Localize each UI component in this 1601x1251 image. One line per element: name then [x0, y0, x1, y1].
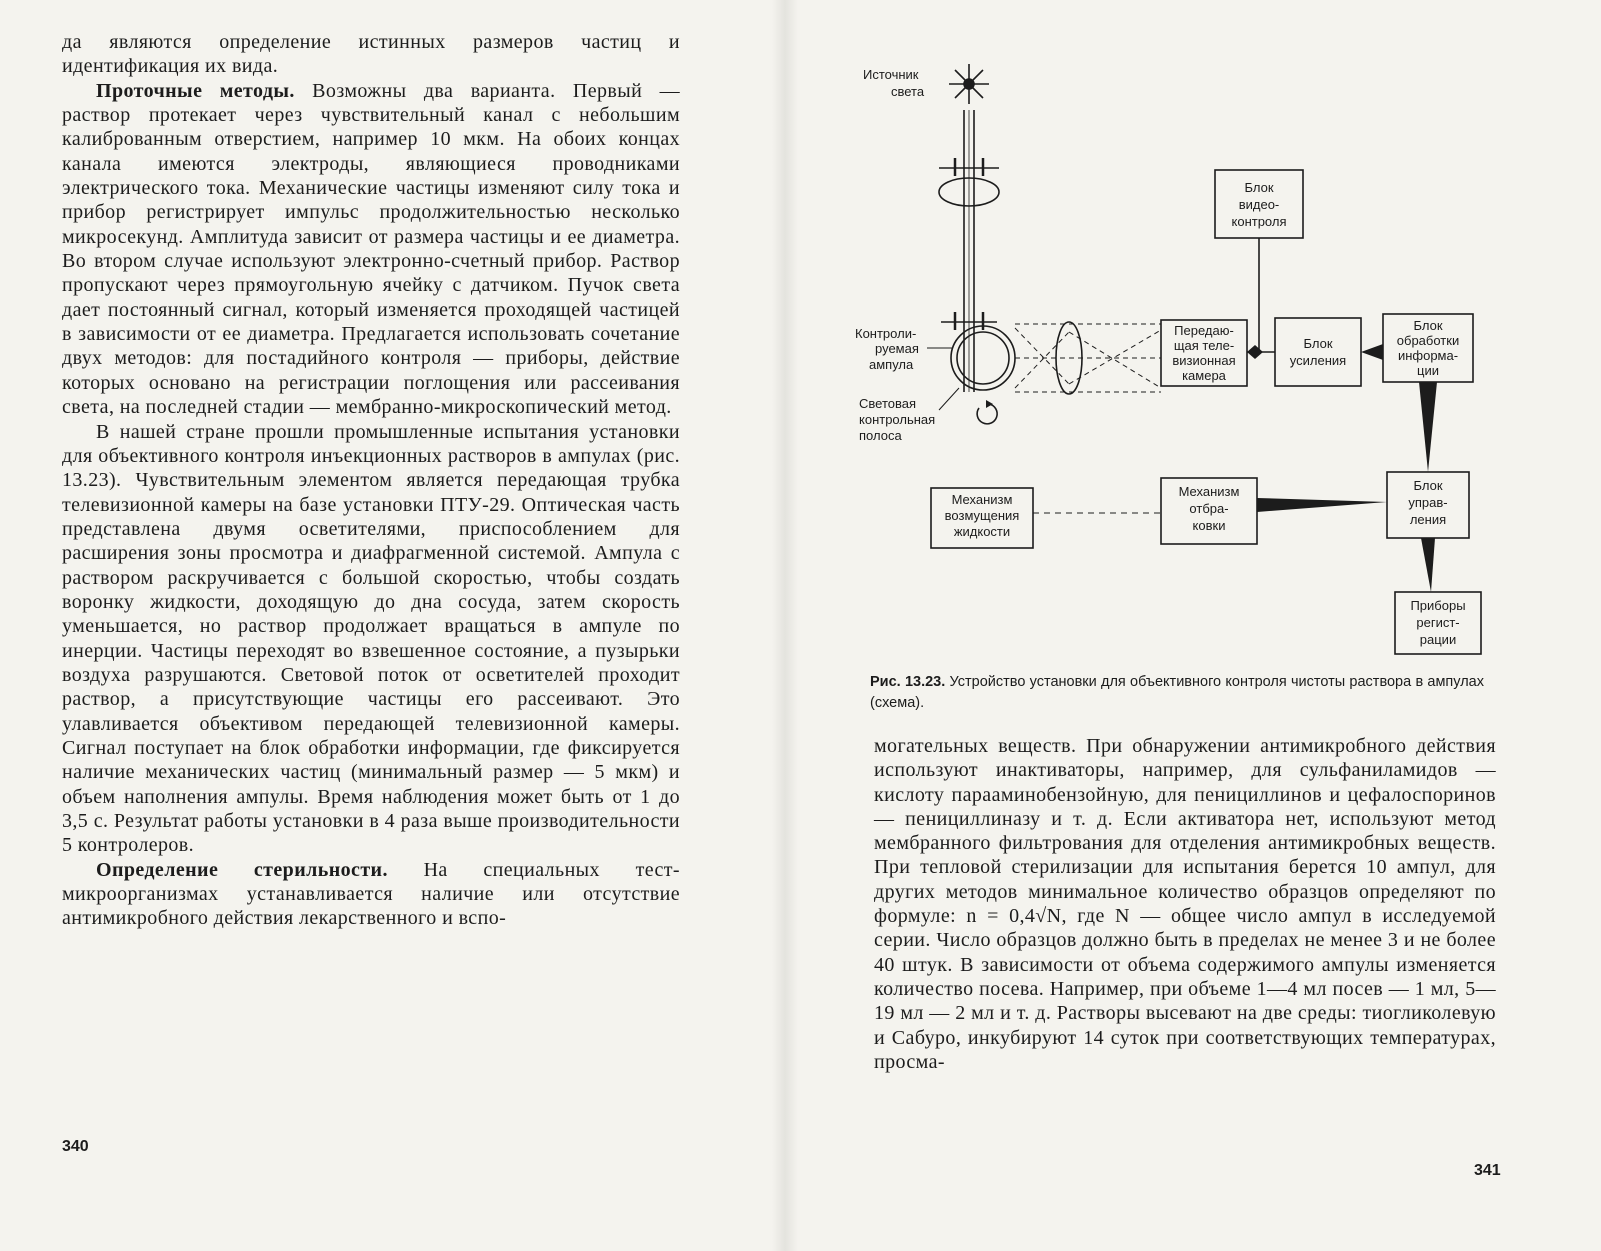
control-unit-label-line: ления	[1409, 512, 1447, 527]
paragraph: да являются определение истинных размеров частиц и идентификация их вида.	[62, 31, 680, 78]
control-unit-label-line: управ-	[1408, 495, 1448, 510]
processing-label-line: информа-	[1397, 348, 1459, 363]
amplifier-block	[1275, 318, 1361, 386]
optical-path	[1015, 324, 1161, 392]
paragraph-body: Возможны два варианта. Первый — раствор протекает через чувствительный канал с небольшим калиброванным отверстием, например 10 мкм. На обоих концах канала имеются электроды, являющиеся проводниками электрического тока. Механические частицы изменяют силу тока и прибор регистрирует импульс продолжительностью несколько микросекунд. Амплитуда зависит от размера частицы и ее диаметра. Во втором случае используют электронно-счетный прибор. Раствор пропускают через прямоугольную ячейку с датчиком. Пучок света дает постоянный сигнал, который изменяется проходящей частицей в зависимости от ее диаметра. Предлагается использовать сочетание двух методов: для постадийного контроля — приборы, действие которых основано на регистрации поглощения или рассеивания света, на последней стадии — мембранно-микроскопический метод.	[62, 79, 680, 419]
tv-camera-label-line: визионная	[1172, 353, 1236, 368]
tv-camera-label-line: щая теле-	[1173, 338, 1235, 353]
paragraph	[62, 79, 680, 420]
ampoule-label-line: ампула	[869, 357, 914, 372]
light-strip-label-line: Световая	[859, 396, 917, 411]
rejection-label-line: отбра-	[1189, 501, 1229, 516]
video-control-label-line: видео-	[1238, 197, 1280, 212]
disturbance-label-line: Механизм	[951, 492, 1013, 507]
paragraph	[874, 734, 1496, 1074]
recorders-label-line: рации	[1419, 632, 1457, 647]
page-number: 340	[62, 1138, 89, 1155]
light-source-label-line: света	[891, 84, 925, 99]
right-page-text	[874, 734, 1496, 1074]
video-control-label-line: контроля	[1231, 214, 1287, 229]
ampoule-label-line: руемая	[875, 341, 919, 356]
paragraph-heading: Определение стерильности.	[96, 858, 388, 881]
paragraph-body: могательных веществ. При обнаружении антимикробного действия используют инактиваторы, например, для сульфаниламидов — кислоту парааминобензойную, для пенициллинов и цефалоспоринов — пенициллиназу и т. д. Если активатора нет, используют метод мембранного фильтрования для отделения антимикробных веществ. При тепловой стерилизации для испытания берется 10 ампул, для других методов минимальное количество образцов определяют по формуле:	[874, 735, 1496, 928]
figure-caption	[870, 672, 1484, 714]
processing-label-line: Блок	[1413, 318, 1443, 333]
video-control-label-line: Блок	[1244, 180, 1274, 195]
disturbance-label-line: возмущения	[944, 508, 1020, 523]
processing-label-line: обработки	[1396, 333, 1460, 348]
light-strip-label-line: полоса	[859, 428, 902, 443]
rejection-label-line: Механизм	[1178, 484, 1240, 499]
tv-camera-label-line: камера	[1182, 368, 1226, 383]
figure-caption-text: Устройство установки для объективного контроля чистоты раствора в ампулах (схема).	[870, 674, 1484, 711]
light-strip-label-line: контрольная	[859, 412, 936, 427]
rotation-arrowhead-icon	[986, 400, 993, 408]
disturbance-label-line: жидкости	[953, 524, 1011, 539]
paragraph-body: , где N — общее число ампул в исследуемой серии. Число образцов должно быть в пределах не менее 3 и не более 40 штук. В зависимости от объема содержимого ампулы изменяется количество посева. Например, при объеме 1—4 мл посев — 1 мл, 5—19 мл — 2 мл и т. д. Растворы высевают на две среды: тиогликолевую и Сабуро, инкубируют 14 суток при соответствующих температурах, просма-	[874, 905, 1496, 1073]
figure-caption-number: Рис. 13.23.	[870, 674, 946, 690]
ampoule-label-line: Контроли-	[855, 326, 917, 341]
amplifier-label-line: усиления	[1289, 353, 1347, 368]
rejection-label-line: ковки	[1192, 518, 1226, 533]
figure-13-23-diagram	[855, 52, 1495, 662]
processing-label-line: ции	[1417, 363, 1439, 378]
signal-arrow-icon	[1257, 498, 1387, 512]
paragraph: В нашей стране прошли промышленные испытания установки для объективного контроля инъекционных растворов в ампулах (рис. 13.23). Чувствительным элементом является передающая трубка телевизионной камеры на базе установки ПТУ-29. Оптическая часть представлена двумя осветителями, приспособлением для расширения зоны просмотра и диафрагменной системой. Ампула с раствором раскручивается с большой скоростью, чтобы создать воронку жидкости, доходящую до дна сосуда, затем скорость уменьшается, но раствор продолжает вращаться в ампуле по инерции. Частицы переходят во взвешенное состояние, а пузырьки воздуха разрушаются. Световой поток от осветителей проходит раствор, а присутствующие частицы его рассеивают. Это улавливается объективом передающей телевизионной камеры. Сигнал поступает на блок обработки информации, где фиксируется наличие механических частиц (минимальный размер — 5 мкм) и объем наполнения ампулы. Время наблюдения может быть от 1 до 3,5 с. Результат работы установки в 4 раза выше производительности 5 контролеров.	[62, 420, 680, 857]
paragraph-heading: Проточные методы.	[96, 79, 295, 102]
page-number: 341	[1474, 1162, 1501, 1179]
control-unit-label-line: Блок	[1413, 478, 1443, 493]
ampoule-icon	[951, 326, 1015, 390]
tv-camera-label-line: Передаю-	[1174, 323, 1234, 338]
paragraph-body: На специальных тест-микроорганизмах устанавливается наличие или отсутствие антимикробного действия лекарственного и вспо-	[62, 858, 680, 930]
connector-node-icon	[1247, 345, 1263, 359]
left-page	[0, 0, 770, 1251]
light-source-label-line: Источник	[863, 67, 919, 82]
light-beam	[964, 110, 974, 392]
recorders-label-line: Приборы	[1410, 598, 1466, 613]
amplifier-label-line: Блок	[1303, 336, 1333, 351]
light-source-icon	[949, 64, 989, 104]
paragraph	[62, 858, 680, 931]
book-gutter	[772, 0, 798, 1251]
left-page-text	[62, 30, 680, 931]
signal-arrow-icon	[1361, 344, 1383, 360]
sample-size-formula: n = 0,4√N	[966, 905, 1062, 928]
signal-arrow-icon	[1419, 382, 1437, 472]
recorders-label-line: регист-	[1416, 615, 1460, 630]
signal-arrow-icon	[1421, 538, 1435, 592]
